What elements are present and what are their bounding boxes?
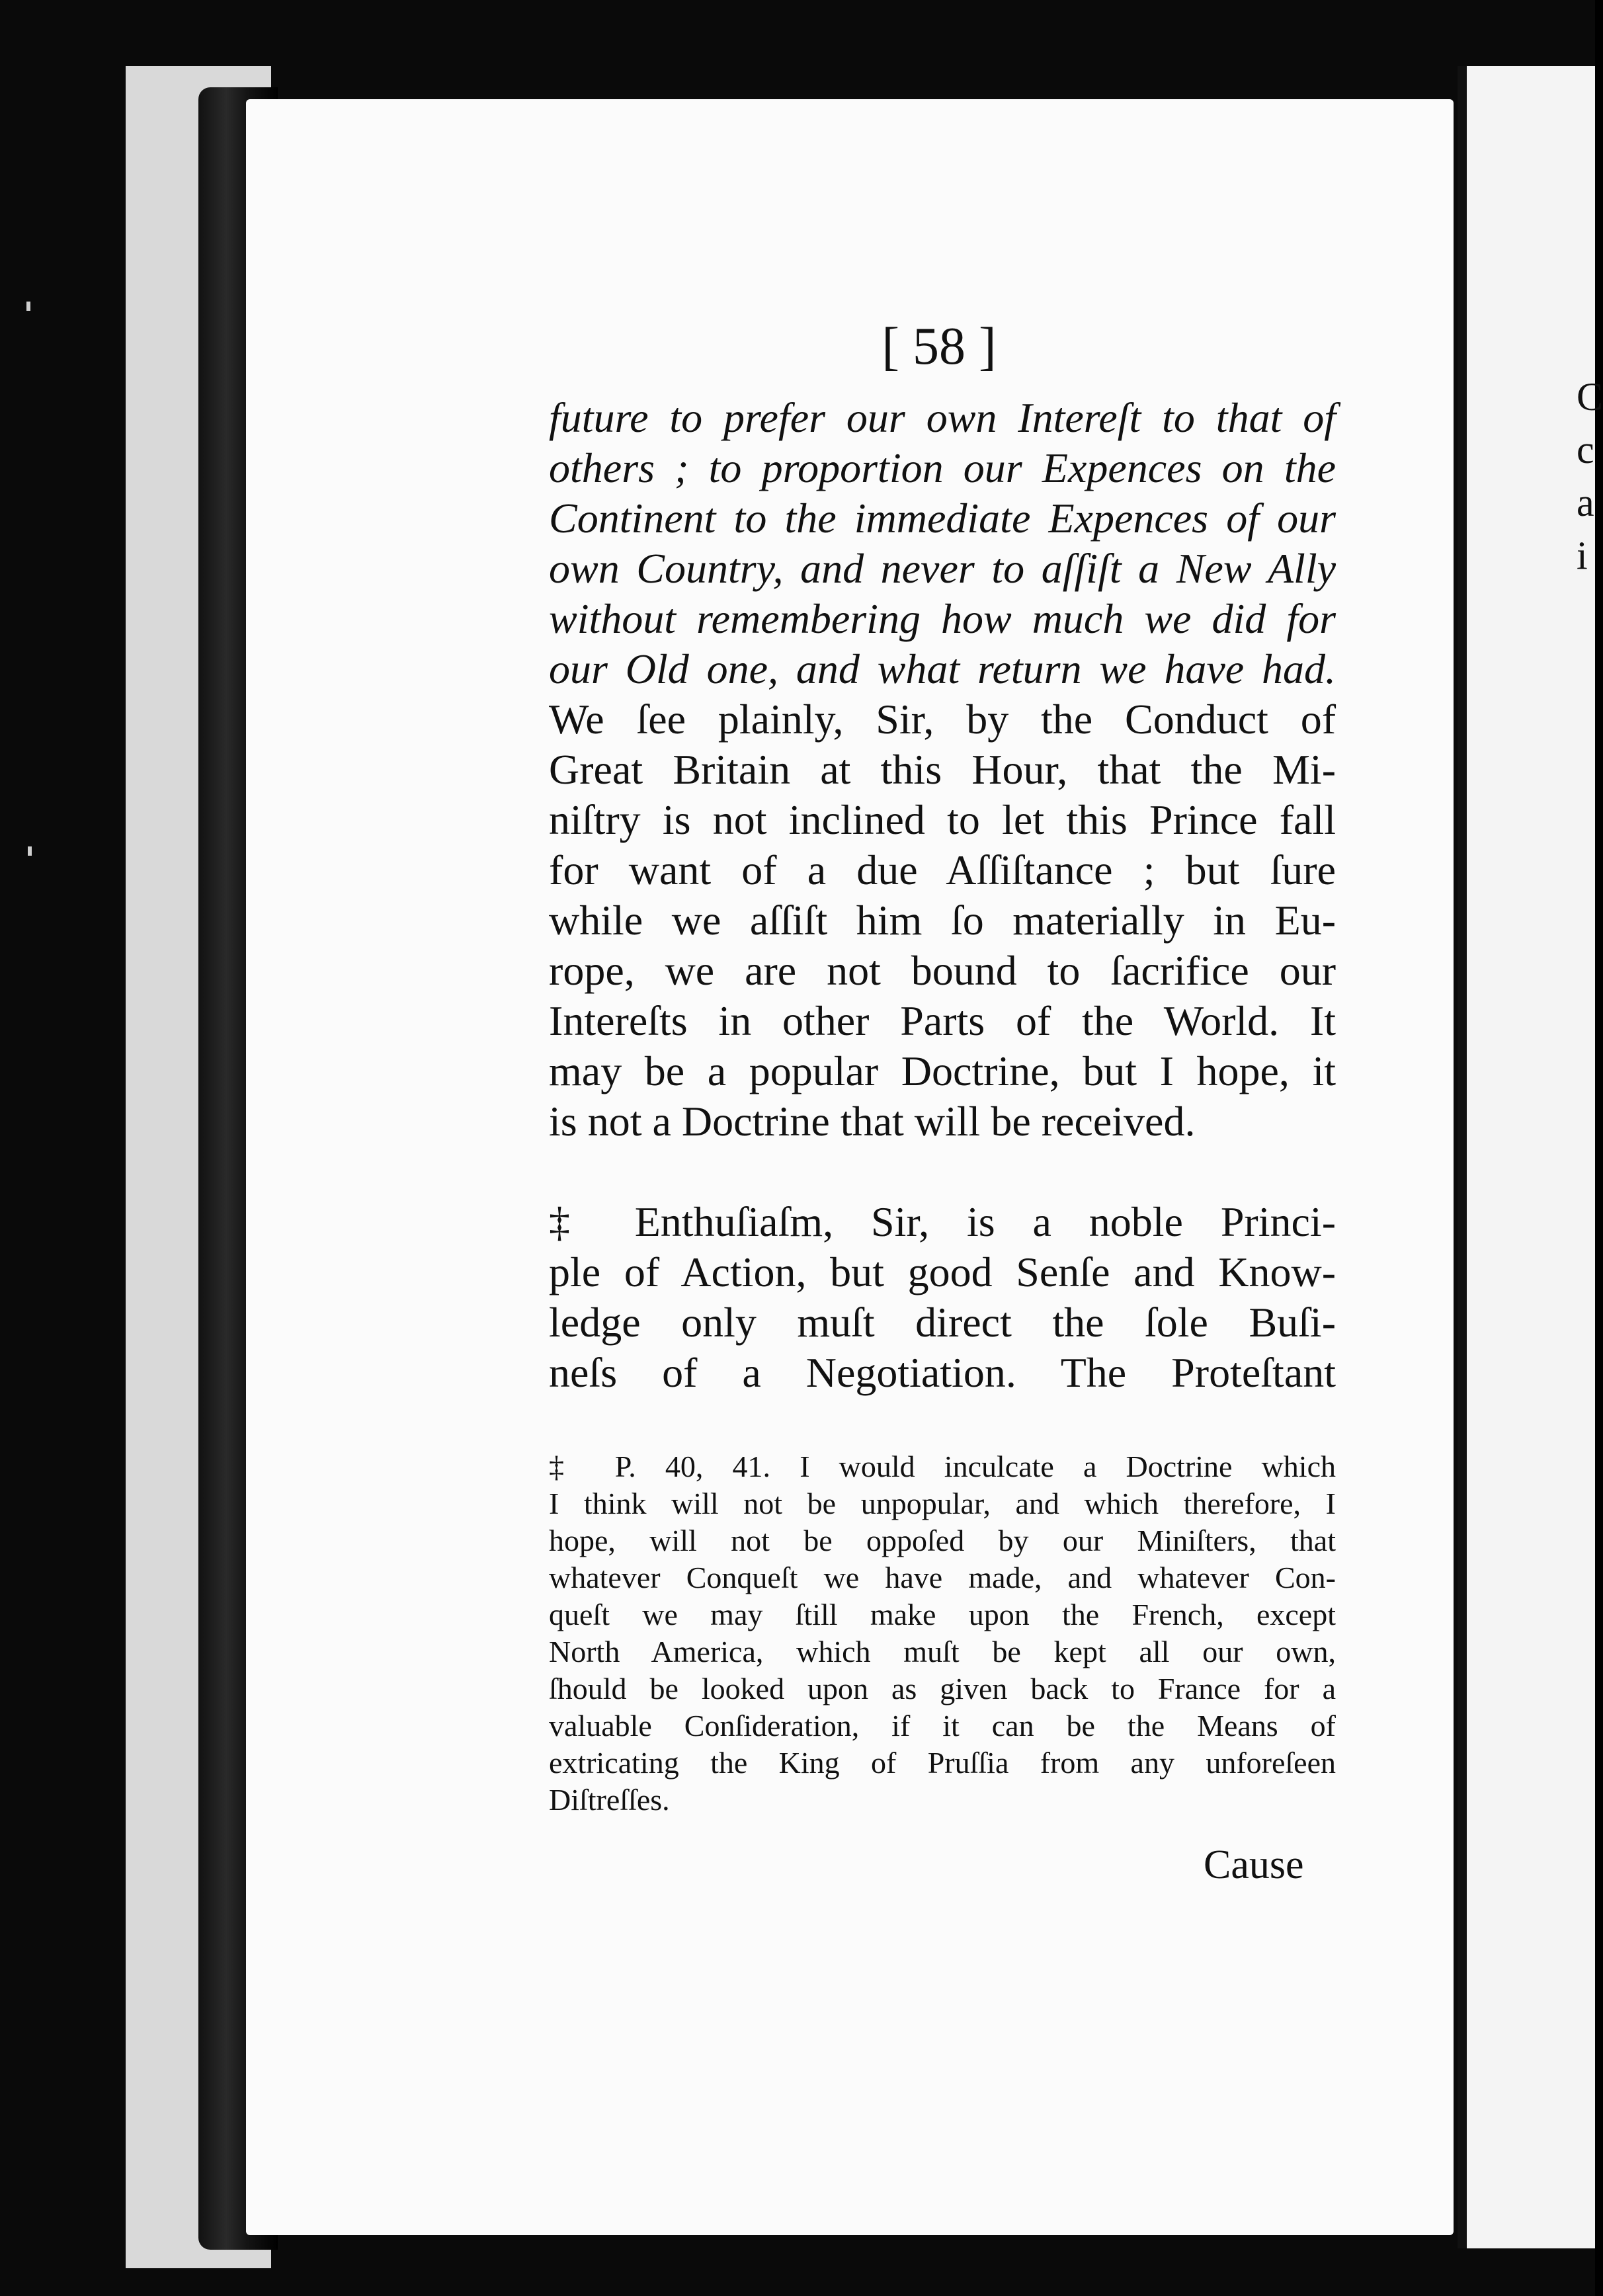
footnote-line: whatever Conqueſt we have made, and whatever Con- <box>549 1561 1336 1594</box>
scan-speck <box>28 846 32 856</box>
next-page-letter: C <box>1577 375 1603 419</box>
body-line: niſtry is not inclined to let this Prince fall <box>549 796 1336 843</box>
next-page-letter: i <box>1577 534 1588 577</box>
body-text <box>549 393 1336 1398</box>
body-line: future to prefer our own Intereſt to that of <box>549 394 1336 441</box>
next-page-edge <box>1458 66 1603 2248</box>
body-line: ledge only muſt direct the ſole Buſi- <box>549 1299 1336 1346</box>
page-gutter-shadow <box>1458 66 1467 2248</box>
body-line: neſs of a Negotiation. The Proteſtant <box>549 1349 1336 1396</box>
body-line: may be a popular Doctrine, but I hope, it <box>549 1047 1336 1094</box>
footnote-line: queſt we may ſtill make upon the French, except <box>549 1598 1336 1631</box>
footnote-line: valuable Conſideration, if it can be the Means of <box>549 1709 1336 1742</box>
body-line: rope, we are not bound to ſacrifice our <box>549 947 1336 994</box>
catchword: Cause <box>1204 1842 1304 1887</box>
next-page-letters <box>1577 370 1603 582</box>
footnote-line: hope, will not be oppoſed by our Miniſters, that <box>549 1524 1336 1557</box>
scan-speck <box>26 302 30 311</box>
footnote <box>549 1448 1336 1819</box>
footnote-line: Diſtreſſes. <box>549 1783 670 1817</box>
body-line: our Old one, and what return we have had. <box>549 645 1336 692</box>
footnote-line: ‡ P. 40, 41. I would inculcate a Doctrine which <box>549 1450 1336 1483</box>
paragraph-gap <box>549 1147 1336 1197</box>
body-line: Great Britain at this Hour, that the Mi- <box>549 746 1336 793</box>
footnote-line: extricating the King of Pruſſia from any unforeſeen <box>549 1746 1336 1780</box>
body-line: We ſee plainly, Sir, by the Conduct of <box>549 696 1336 743</box>
body-line: Continent to the immediate Expences of our <box>549 495 1336 542</box>
body-line: own Country, and never to aſſiſt a New Ally <box>549 545 1336 592</box>
body-line: ‡ Enthuſiaſm, Sir, is a noble Princi- <box>549 1198 1336 1245</box>
body-line: Intereſts in other Parts of the World. It <box>549 997 1336 1044</box>
body-line: for want of a due Aſſiſtance ; but ſure <box>549 846 1336 893</box>
page-number: [ 58 ] <box>882 317 997 376</box>
body-line: ple of Action, but good Senſe and Know- <box>549 1249 1336 1295</box>
body-line: others ; to proportion our Expences on the <box>549 444 1336 491</box>
body-line: without remembering how much we did for <box>549 595 1336 642</box>
footnote-line: ſhould be looked upon as given back to France for a <box>549 1672 1336 1705</box>
body-line: while we aſſiſt him ſo materially in Eu- <box>549 897 1336 944</box>
next-page-letter: a <box>1577 481 1594 524</box>
footnote-line: I think will not be unpopular, and which therefore, I <box>549 1487 1336 1520</box>
next-page-letter: c <box>1577 428 1594 472</box>
footnote-line: North America, which muſt be kept all our own, <box>549 1635 1336 1668</box>
body-line: is not a Doctrine that will be received. <box>549 1098 1196 1145</box>
